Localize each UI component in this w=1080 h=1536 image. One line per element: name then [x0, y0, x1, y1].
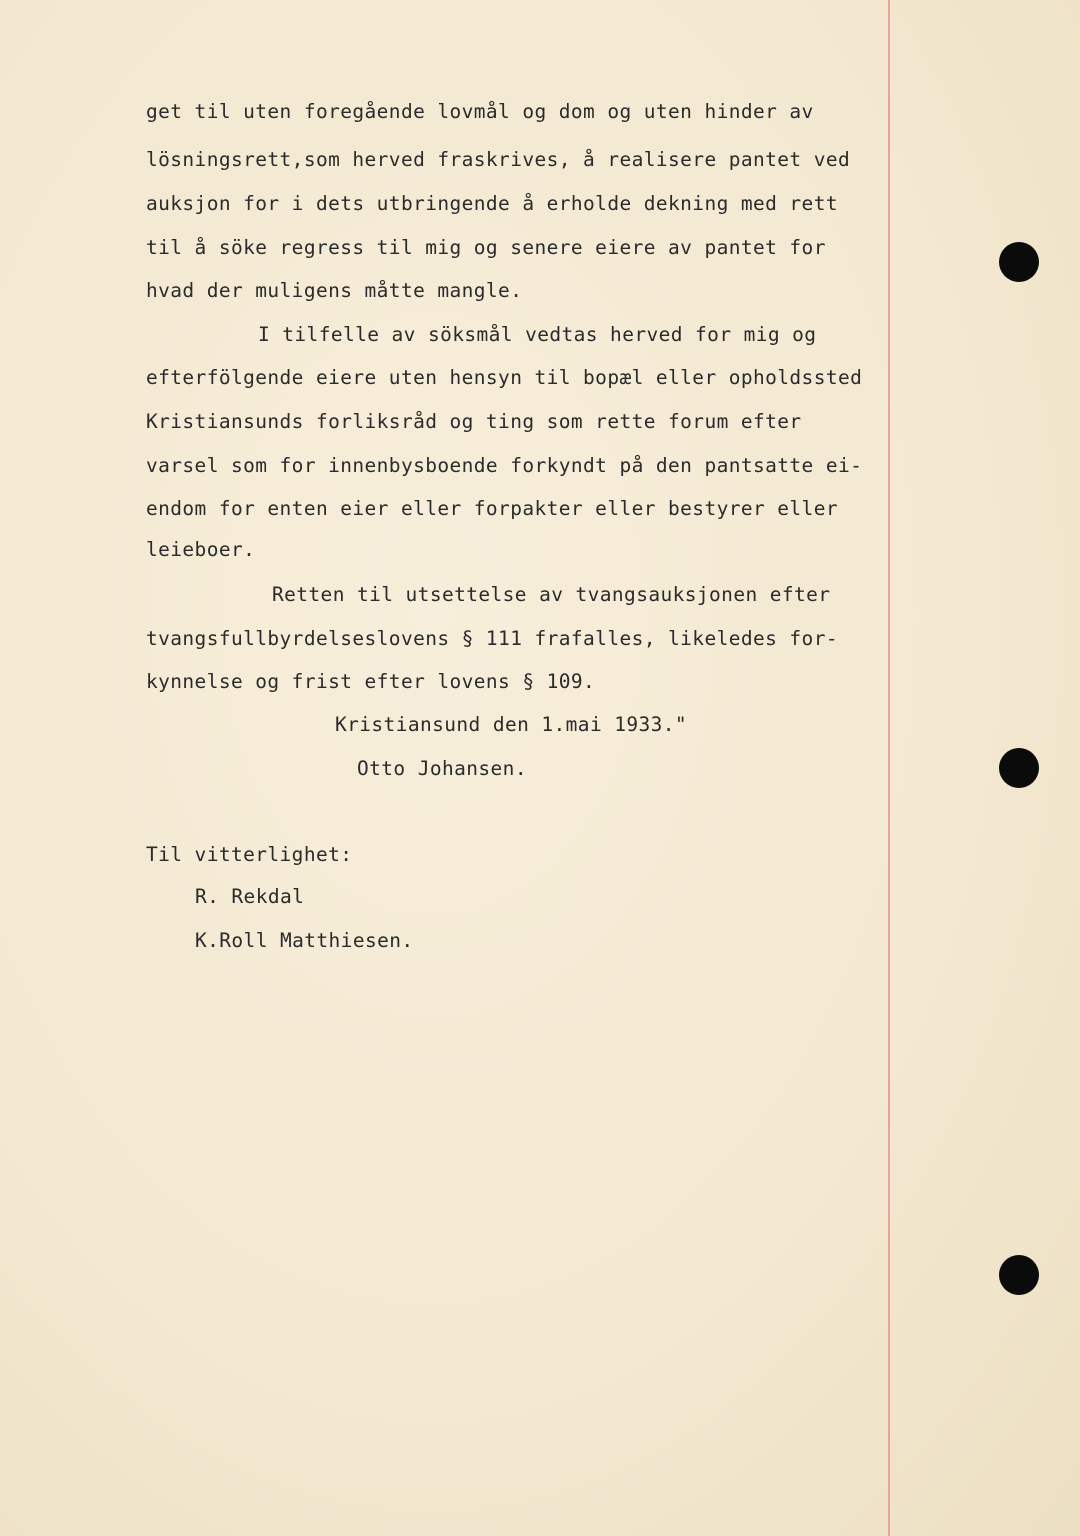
place-date-line: Kristiansund den 1.mai 1933."	[335, 713, 688, 736]
text-line-5: hvad der muligens måtte mangle.	[146, 279, 523, 302]
text-line-7: efterfölgende eiere uten hensyn til bopæl eller opholdssted	[146, 366, 863, 389]
text-line-1: get til uten foregående lovmål og dom og uten hinder av	[146, 100, 814, 123]
text-line-2: lösningsrett,som herved fraskrives, å realisere pantet ved	[146, 148, 851, 171]
text-line-13: tvangsfullbyrdelseslovens § 111 frafalles, likeledes for-	[146, 627, 838, 650]
text-line-11: leieboer.	[146, 538, 256, 561]
text-line-4: til å söke regress til mig og senere eiere av pantet for	[146, 236, 826, 259]
witness-2: K.Roll Matthiesen.	[195, 929, 414, 952]
text-line-8: Kristiansunds forliksråd og ting som rette forum efter	[146, 410, 802, 433]
margin-rule	[888, 0, 890, 1536]
text-line-9: varsel som for innenbysboende forkyndt på den pantsatte ei-	[146, 454, 863, 477]
punch-hole-middle	[999, 748, 1039, 788]
text-line-6: I tilfelle av söksmål vedtas herved for mig og	[258, 323, 817, 346]
text-line-3: auksjon for i dets utbringende å erholde dekning med rett	[146, 192, 838, 215]
text-line-14: kynnelse og frist efter lovens § 109.	[146, 670, 596, 693]
text-line-10: endom for enten eier eller forpakter eller bestyrer eller	[146, 497, 838, 520]
witness-1: R. Rekdal	[195, 885, 305, 908]
punch-hole-bottom	[999, 1255, 1039, 1295]
signature-name: Otto Johansen.	[357, 757, 527, 780]
text-line-12: Retten til utsettelse av tvangsauksjonen efter	[272, 583, 831, 606]
punch-hole-top	[999, 242, 1039, 282]
witness-heading: Til vitterlighet:	[146, 843, 353, 866]
